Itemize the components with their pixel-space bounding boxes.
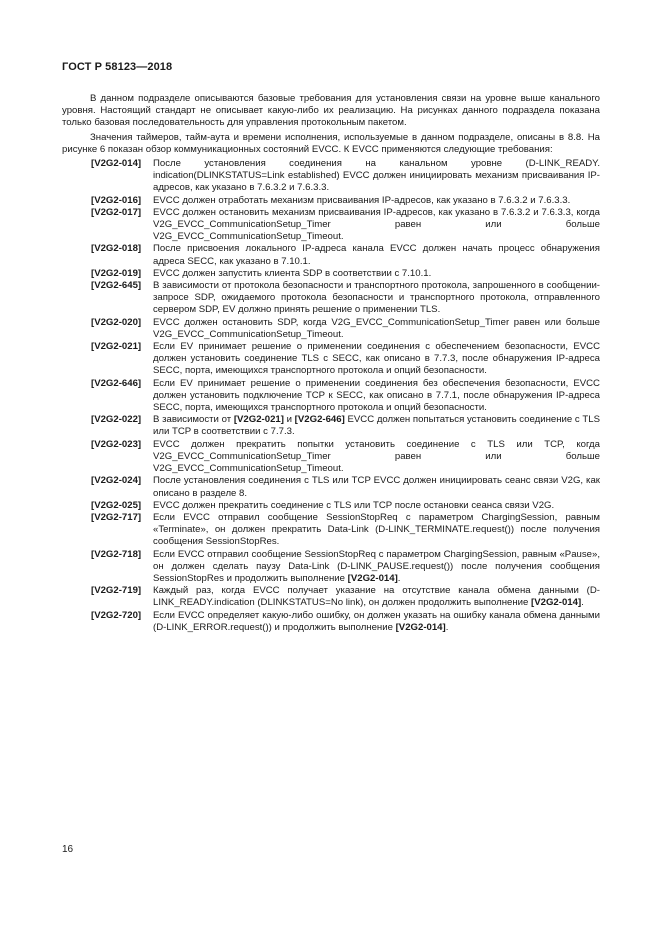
requirement-id: [V2G2-720] [91, 609, 142, 621]
requirement-text [153, 158, 600, 195]
requirement-reference: [V2G2-014] [395, 621, 446, 633]
requirement-text-part: Если EVCC отправил сообщение SessionStopReq с параметром ChargingSession, равным «Pause», он должен сделать паузу Data-Link (D-LINK_PAUSE.request()) после получения сообщения SessionStopRes и продолжить выполнение [153, 548, 600, 584]
requirement-item [62, 475, 600, 499]
requirement-text [153, 439, 600, 476]
requirement-text-part: EVCC должен запустить клиента SDP в соответствии с 7.10.1. [153, 267, 432, 279]
requirement-reference: [V2G2-014] [347, 572, 398, 584]
requirement-item [62, 207, 600, 244]
requirement-id: [V2G2-024] [91, 475, 142, 487]
requirement-text [153, 500, 600, 512]
requirement-item [62, 158, 600, 195]
requirement-id: [V2G2-019] [91, 267, 142, 279]
requirement-item [62, 414, 600, 438]
requirement-id: [V2G2-646] [91, 377, 142, 389]
intro-paragraph-1: В данном подразделе описываются базовые требования для установления связи на уровне выше канального уровня. Настоящий стандарт не описывает какую-либо их реализацию. На рисунках данного подраздела показана только базовая последовательность для управления протокольным пакетом. [62, 93, 600, 129]
requirement-text-part: Если EV принимает решение о применении соединения без обеспечения безопасности, EVCC должен установить подключение TCP к SECC, как описано в 7.7.1, после обнаружения IP-адреса SECC, порта, имеющихся транспортного протокола и опций безопасности. [153, 377, 600, 414]
requirement-id: [V2G2-717] [91, 511, 142, 523]
requirement-text-part: EVCC должен остановить SDP, когда V2G_EVCC_CommunicationSetup_Timer равен или больше V2G_EVCC_CommunicationSetup_Timeout. [153, 316, 600, 340]
intro-paragraph-2: Значения таймеров, тайм-аута и времени исполнения, используемые в данном подразделе, описаны в 8.8. На рисунке 6 показан обзор коммуникационных состояний EVCC. К EVCC применяются следующие требования: [62, 131, 600, 155]
requirement-id: [V2G2-645] [91, 280, 142, 292]
requirement-id: [V2G2-025] [91, 499, 142, 511]
requirement-item [62, 378, 600, 415]
requirement-text [153, 414, 600, 438]
requirement-item [62, 610, 600, 634]
requirement-text-part: После присвоения локального IP-адреса канала EVCC должен начать процесс обнаружения адреса SECC, как указано в 7.10.1. [153, 243, 600, 267]
requirement-item [62, 317, 600, 341]
requirement-text-part: Если EV принимает решение о применении соединения с обеспечением безопасности, EVCC должен установить соединение TLS с SECC, как описано в 7.7.3, после обнаружения IP-адреса SECC, порта, имеющихся транспортного протокола и опций безопасности. [153, 341, 600, 377]
requirement-item [62, 243, 600, 267]
requirement-id: [V2G2-023] [91, 438, 142, 450]
requirement-id: [V2G2-018] [91, 243, 142, 255]
requirement-text-part: EVCC должен попытаться установить соединение с TLS или TCP в соответствии с 7.7.3. [153, 414, 600, 438]
requirement-text [153, 378, 600, 415]
requirement-text-part: и [283, 414, 295, 426]
requirement-text-part: EVCC должен остановить механизм присваивания IP-адресов, как указано в 7.6.3.2 и 7.6.3.3, когда V2G_EVCC_CommunicationSetup_Timer равен или больше V2G_EVCC_CommunicationSetup_Timeout. [153, 206, 600, 243]
requirement-id: [V2G2-719] [91, 585, 142, 597]
requirement-text-part: . [397, 572, 401, 584]
requirement-id: [V2G2-022] [91, 414, 142, 426]
requirement-text [153, 195, 600, 207]
requirement-item [62, 549, 600, 586]
document-header: ГОСТ Р 58123—2018 [62, 61, 173, 73]
requirement-id: [V2G2-017] [91, 206, 142, 218]
requirement-text-part: EVCC должен прекратить попытки установить соединение с TLS или TCP, когда V2G_EVCC_CommunicationSetup_Timer равен или больше V2G_EVCC_CommunicationSetup_Timeout. [153, 438, 600, 475]
requirement-item [62, 268, 600, 280]
requirement-text [153, 207, 600, 244]
requirement-text-part: В зависимости от протокола безопасности и транспортного протокола, запрошенного в сообщении-запросе SDP, ожидаемого протокола безопасности и транспортного протокола, отправленного сервером SDP, EV должно принять решение о применении TLS. [153, 280, 600, 316]
requirement-text-part: После установления соединения на канальном уровне (D-LINK_READY. indication(DLINKSTATUS=Link established) EVCC должен инициировать механизм присваивания IP-адресов, как указано в 7.6.3.2 и 7.6.3.3. [153, 158, 600, 194]
requirement-text-part: После установления соединения с TLS или TCP EVCC должен инициировать сеанс связи V2G, как описано в разделе 8. [153, 475, 600, 499]
requirement-id: [V2G2-021] [91, 341, 142, 353]
requirement-text-part: Каждый раз, когда EVCC получает указание на отсутствие канала обмена данными (D-LINK_READY.indication (DLINKSTATUS=No link), он должен продолжить выполнение [153, 585, 600, 609]
page-number: 16 [62, 844, 74, 855]
requirement-text-part: В зависимости от [153, 414, 234, 426]
requirement-text-part: . [445, 621, 449, 633]
requirement-reference: [V2G2-021] [233, 414, 284, 426]
requirement-text [153, 268, 600, 280]
requirement-text [153, 585, 600, 609]
requirement-item [62, 585, 600, 609]
requirement-item [62, 195, 600, 207]
requirement-text [153, 610, 600, 634]
requirement-reference: [V2G2-646] [294, 414, 345, 426]
requirement-text [153, 341, 600, 378]
requirement-item [62, 280, 600, 317]
requirement-item [62, 512, 600, 549]
requirement-text-part: . [581, 597, 584, 609]
requirement-text-part: EVCC должен прекратить соединение с TLS или TCP после остановки сеанса связи V2G. [153, 499, 555, 511]
requirement-text [153, 475, 600, 499]
requirement-text-part: Если EVCC отправил сообщение SessionStopReq с параметром ChargingSession, равным «Terminate», он должен прекратить Data-Link (D-LINK_TERMINATE.request()) после получения сообщения SessionStopRes. [153, 511, 600, 548]
requirement-id: [V2G2-020] [91, 316, 142, 328]
requirement-reference: [V2G2-014] [531, 597, 582, 609]
requirement-id: [V2G2-014] [91, 158, 142, 170]
requirement-text-part: EVCC должен отработать механизм присваивания IP-адресов, как указано в 7.6.3.2 и 7.6.3.3. [153, 194, 571, 206]
requirement-text [153, 280, 600, 317]
requirements-list [62, 158, 600, 634]
requirement-item [62, 500, 600, 512]
requirement-text-part: Если EVCC определяет какую-либо ошибку, он должен указать на ошибку канала обмена данными (D-LINK_ERROR.request()) и продолжить выполнение [153, 609, 600, 633]
requirement-text [153, 243, 600, 267]
requirement-id: [V2G2-016] [91, 194, 142, 206]
requirement-text [153, 512, 600, 549]
document-body [62, 93, 600, 634]
requirement-id: [V2G2-718] [91, 548, 142, 560]
requirement-text [153, 317, 600, 341]
requirement-item [62, 341, 600, 378]
requirement-item [62, 439, 600, 476]
requirement-text [153, 549, 600, 586]
